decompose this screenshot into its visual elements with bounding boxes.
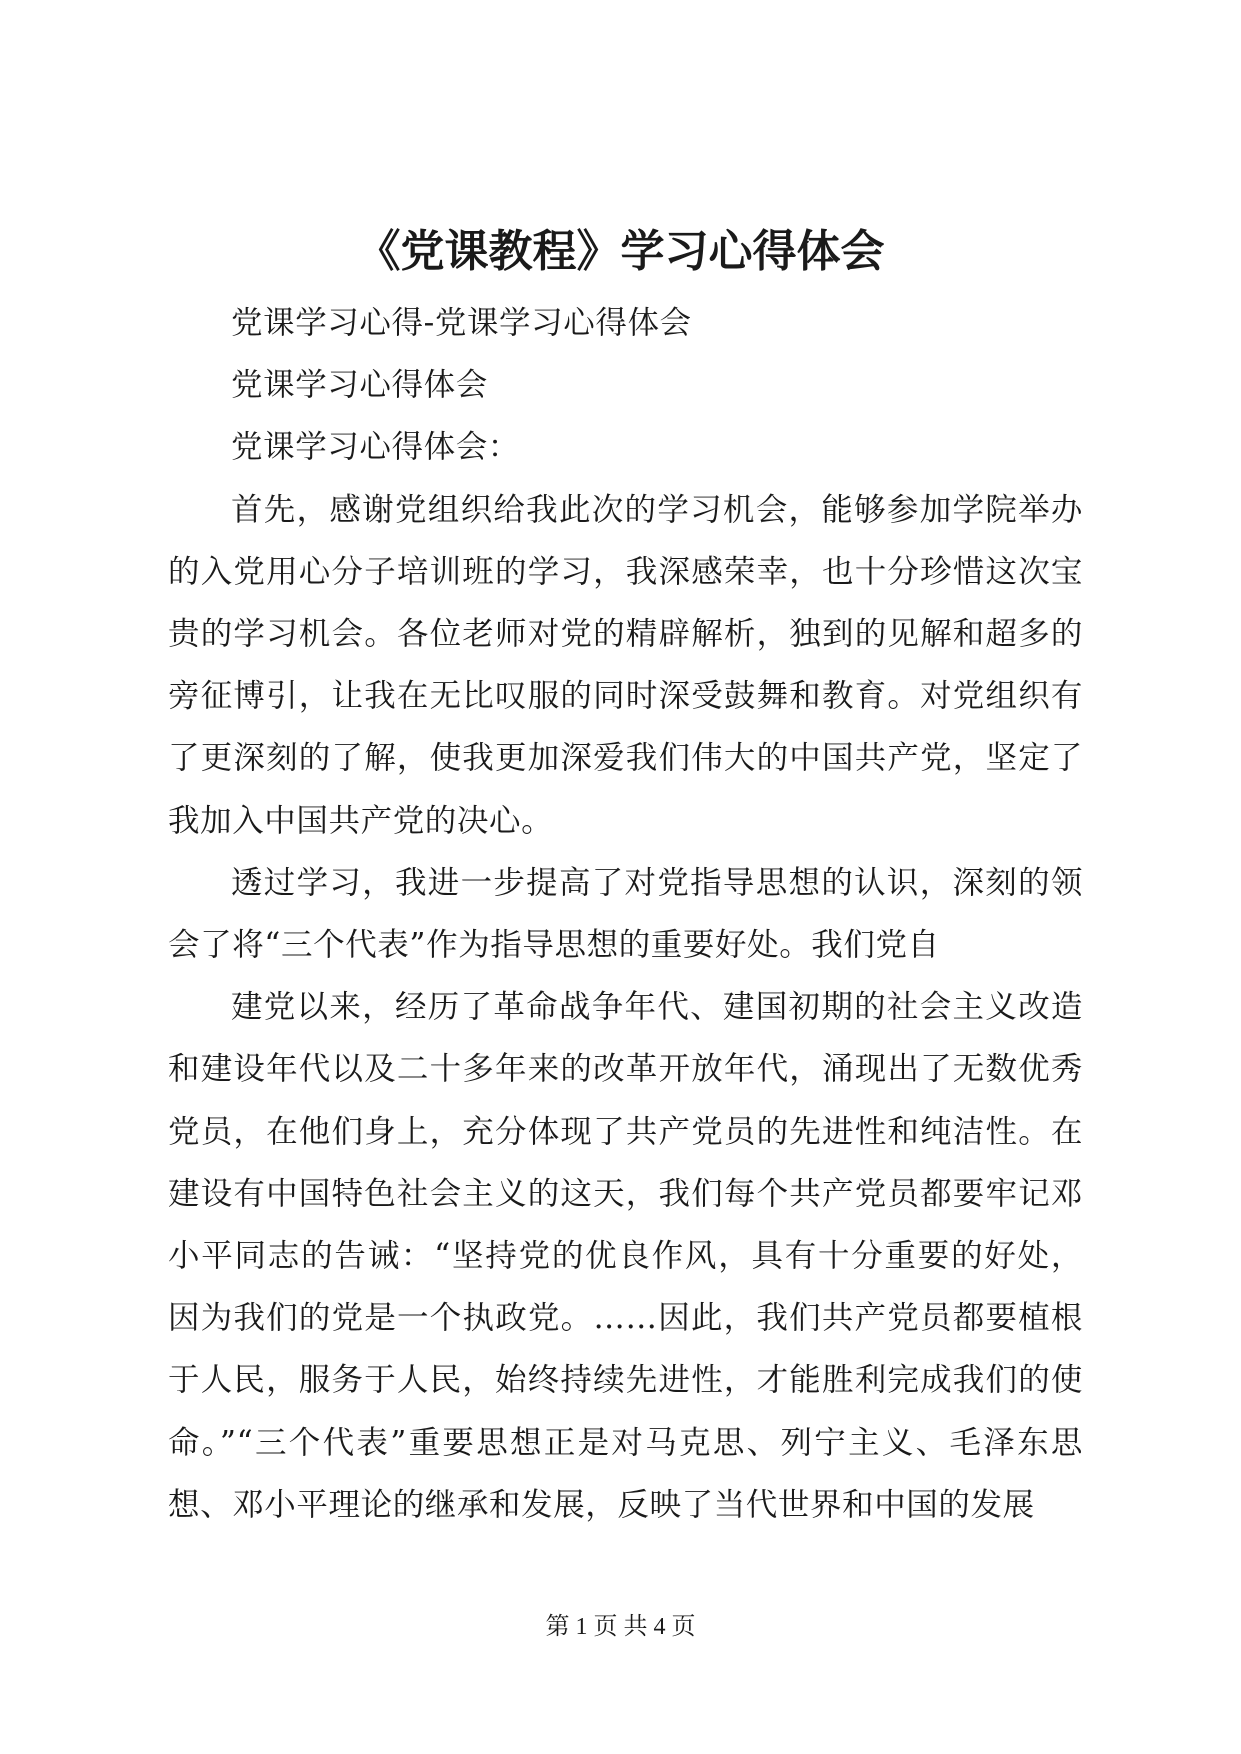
paragraph-1: 党课学习心得-党课学习心得体会 — [231, 305, 692, 341]
document-title: 《党课教程》学习心得体会 — [356, 226, 885, 277]
paragraph-6: 建党以来，经历了革命战争年代、建国初期的社会主义改造和建设年代以及二十多年来的改革开放年代，涌现出了无数优秀党员，在他们身上，充分体现了共产党员的先进性和纯洁性。在建设有中国特色社会主义的这天，我们每个共产党员都要牢记邓小平同志的告诫：“坚持党的优良作风，具有十分重要的好处，因为我们的党是一个执政党。……因此，我们共产党员都要植根于人民，服务于人民，始终持续先进性，才能胜利完成我们的使命。”“三个代表”重要思想正是对马克思、列宁主义、毛泽东思想、邓小平理论的继承和发展，反映了当代世界和中国的发展 — [168, 989, 1083, 1523]
document-body — [168, 292, 1083, 1536]
paragraph-2: 党课学习心得体会 — [231, 367, 488, 404]
page-footer: 第 1 页 共 4 页 — [545, 1614, 696, 1640]
paragraph-3: 党课学习心得体会： — [231, 429, 520, 466]
paragraph-4: 首先，感谢党组织给我此次的学习机会，能够参加学院举办的入党用心分子培训班的学习，我深感荣幸，也十分珍惜这次宝贵的学习机会。各位老师对党的精辟解析，独到的见解和超多的旁征博引，让我在无比叹服的同时深受鼓舞和教育。对党组织有了更深刻的了解，使我更加深爱我们伟大的中国共产党，坚定了我加入中国共产党的决心。 — [168, 491, 1083, 839]
paragraph-5: 透过学习，我进一步提高了对党指导思想的认识，深刻的领会了将“三个代表”作为指导思想的重要好处。我们党自 — [168, 864, 1083, 964]
